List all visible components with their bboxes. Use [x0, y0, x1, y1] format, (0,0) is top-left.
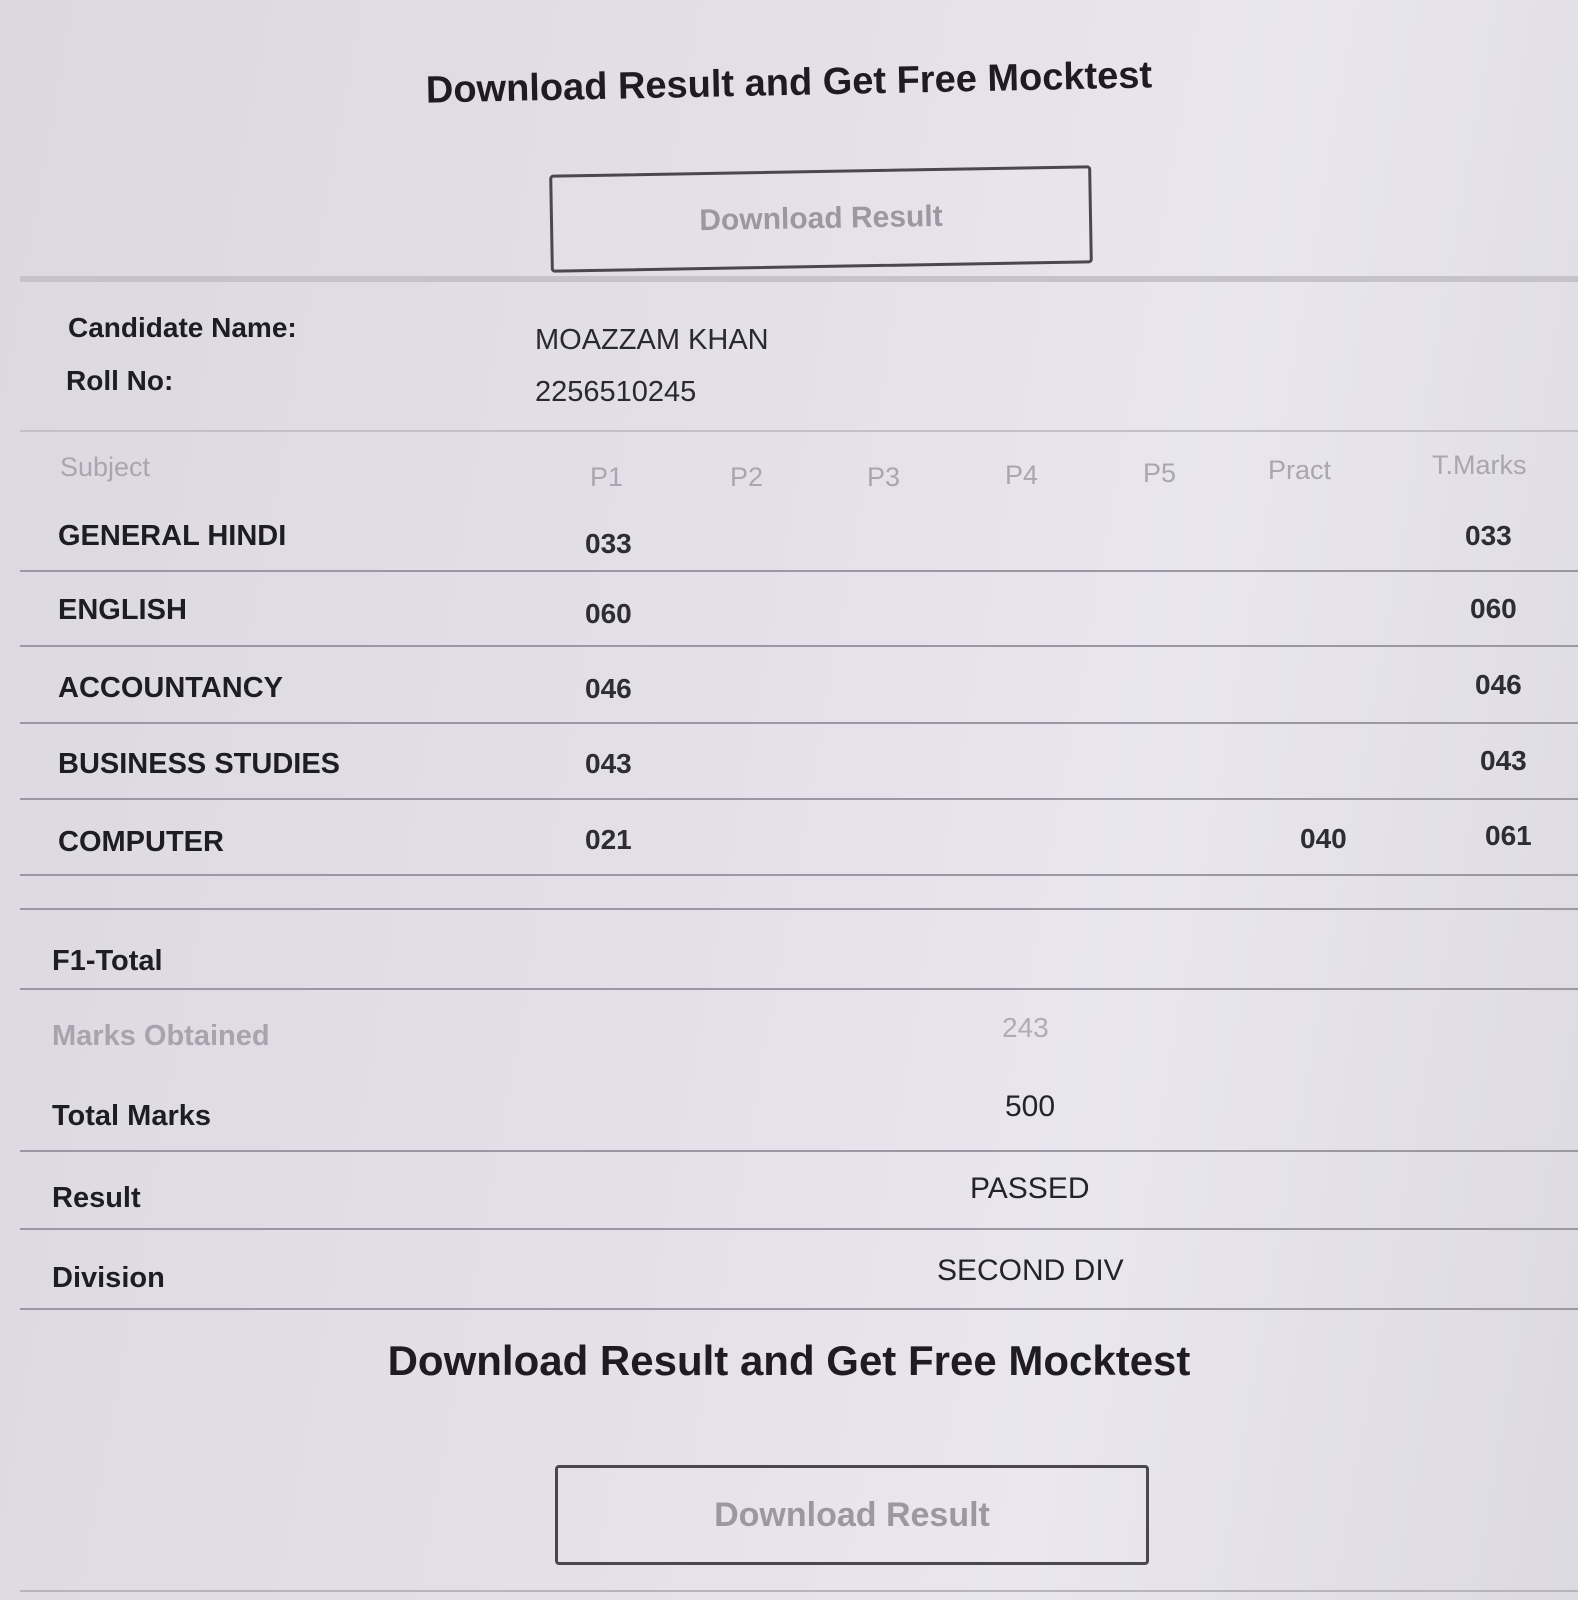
header-p2: P2 [730, 462, 764, 492]
p1-marks: 060 [585, 598, 632, 629]
header-p4: P4 [1005, 460, 1039, 490]
header-p1: P1 [590, 462, 624, 492]
header-p3: P3 [867, 462, 901, 492]
page-heading-top: Download Result and Get Free Mocktest [425, 54, 1153, 112]
practical-marks: 040 [1300, 823, 1347, 854]
subject-name: BUSINESS STUDIES [58, 748, 340, 780]
header-p5: P5 [1143, 458, 1177, 488]
marks-obtained-value: 243 [1002, 1012, 1049, 1043]
subject-name: ENGLISH [58, 594, 187, 626]
subject-name: COMPUTER [58, 826, 224, 858]
header-total-marks: T.Marks [1432, 450, 1527, 480]
header-pract: Pract [1268, 455, 1332, 485]
division-value: SECOND DIV [937, 1254, 1124, 1287]
total-marks-label: Total Marks [52, 1100, 212, 1132]
total-marks-cell: 033 [1465, 520, 1512, 551]
marks-obtained-label: Marks Obtained [52, 1020, 270, 1052]
row-divider [20, 874, 1578, 876]
row-divider [20, 988, 1578, 990]
candidate-name-label: Candidate Name: [68, 312, 297, 343]
p1-marks: 046 [585, 673, 632, 704]
header-subject: Subject [60, 452, 151, 482]
roll-no-label: Roll No: [66, 365, 174, 396]
result-label: Result [52, 1182, 141, 1214]
row-divider [20, 1228, 1578, 1230]
row-divider [20, 722, 1578, 724]
p1-marks: 033 [585, 528, 632, 559]
f1-total-label: F1-Total [52, 945, 163, 977]
row-divider [20, 1150, 1578, 1152]
total-marks-cell: 060 [1470, 593, 1517, 624]
total-marks-cell: 061 [1485, 820, 1532, 851]
row-divider [20, 908, 1578, 910]
row-divider [20, 645, 1578, 647]
row-divider [20, 1308, 1578, 1310]
division-label: Division [52, 1262, 165, 1294]
candidate-name-value: MOAZZAM KHAN [535, 324, 769, 356]
divider [20, 430, 1578, 432]
total-marks-cell: 046 [1475, 669, 1522, 700]
row-divider [20, 570, 1578, 572]
divider [20, 1590, 1578, 1592]
page-heading-bottom: Download Result and Get Free Mocktest [387, 1337, 1191, 1384]
subject-name: ACCOUNTANCY [58, 672, 284, 704]
total-marks-cell: 043 [1480, 745, 1527, 776]
divider [20, 276, 1578, 282]
total-marks-value: 500 [1005, 1090, 1056, 1123]
p1-marks: 043 [585, 748, 632, 779]
result-value: PASSED [970, 1172, 1090, 1205]
roll-no-value: 2256510245 [535, 376, 697, 408]
download-result-button-bottom[interactable]: Download Result [555, 1465, 1149, 1565]
subject-name: GENERAL HINDI [58, 520, 287, 552]
download-result-button-top[interactable]: Download Result [549, 165, 1093, 272]
p1-marks: 021 [585, 824, 632, 855]
row-divider [20, 798, 1578, 800]
